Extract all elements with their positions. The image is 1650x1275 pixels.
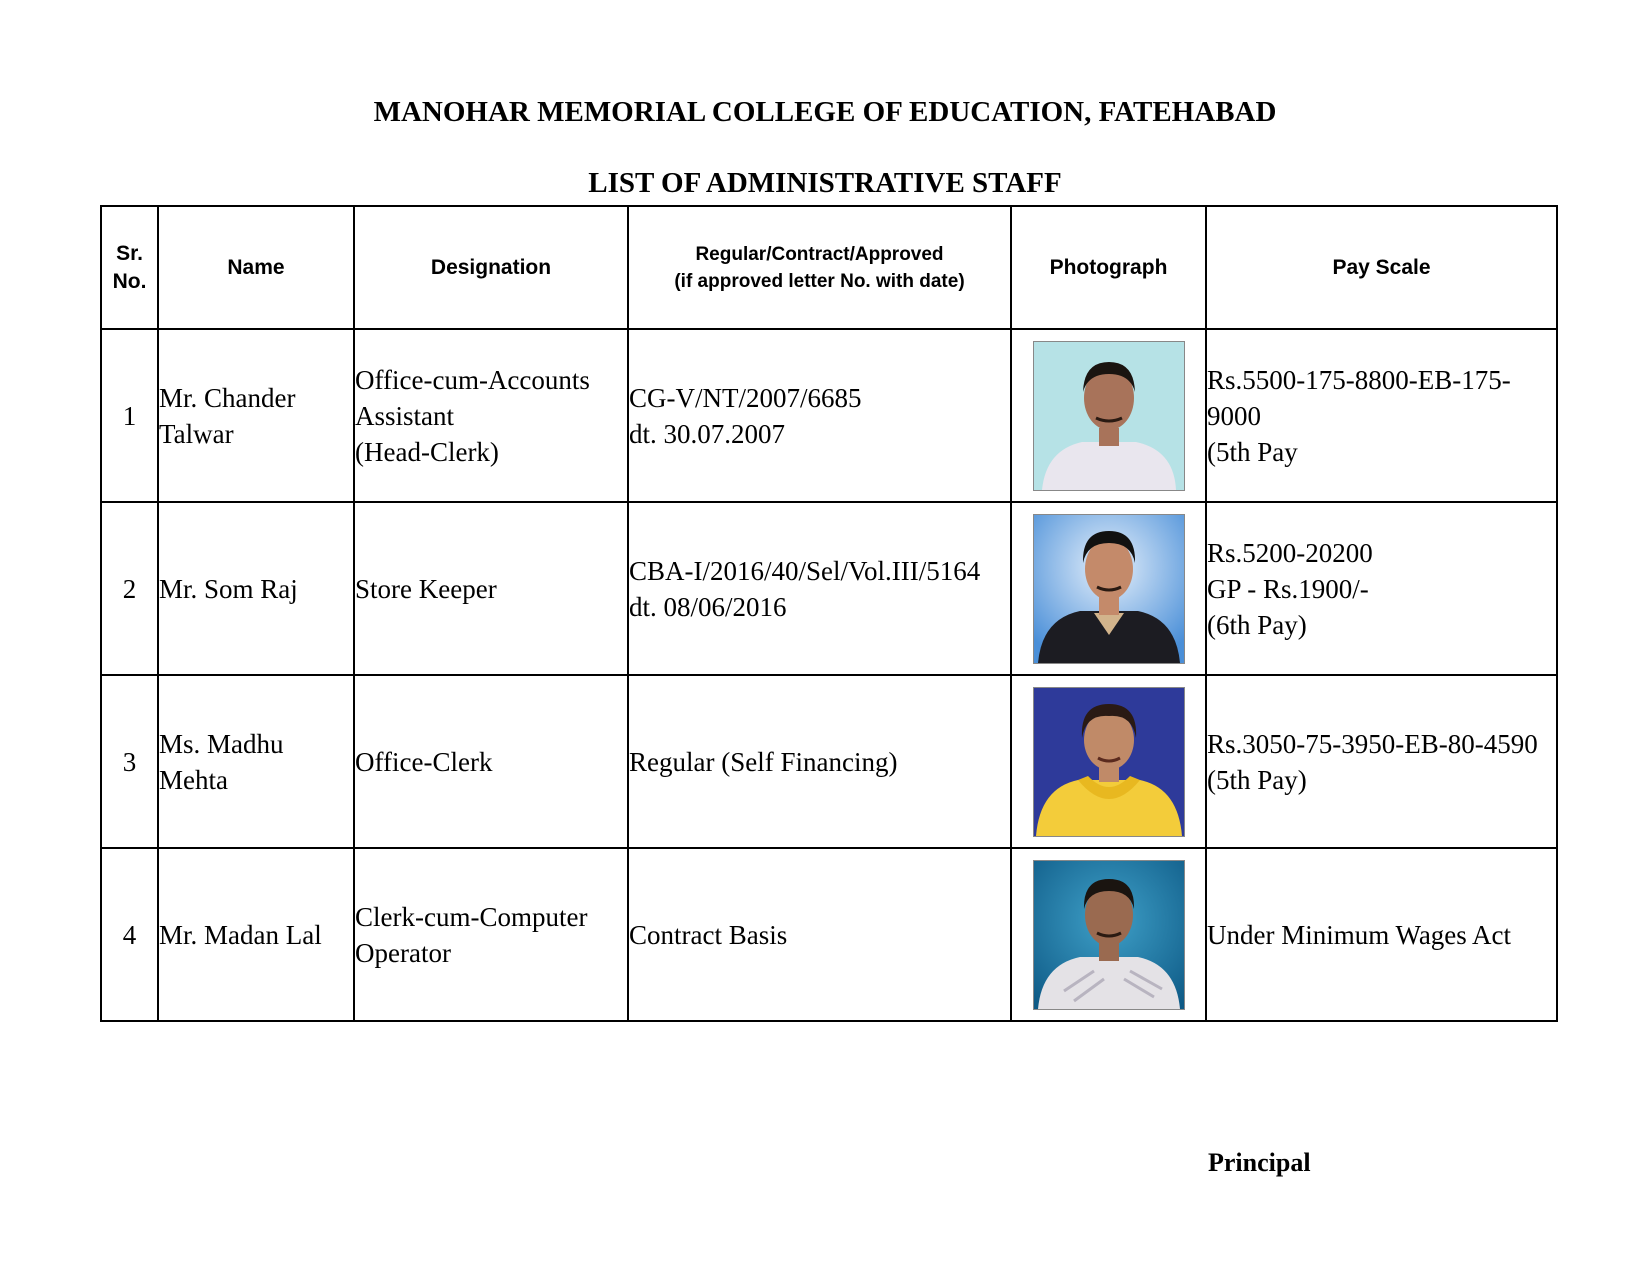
pay-scale-cell [1206, 502, 1557, 675]
designation-line: Office-Clerk [355, 746, 493, 777]
regular-cell [628, 502, 1011, 675]
regular-line: dt. 08/06/2016 [629, 591, 787, 622]
name-cell [158, 502, 354, 675]
pay-scale-header: Pay Scale [1206, 206, 1557, 329]
college-title: MANOHAR MEMORIAL COLLEGE OF EDUCATION, FATEHABAD [373, 96, 1277, 128]
regular-header-line1: Regular/Contract/Approved [695, 243, 944, 265]
staff-photo [1033, 341, 1185, 491]
name-cell [158, 848, 354, 1021]
staff-photo [1033, 514, 1185, 664]
pay-line: (6th Pay) [1207, 609, 1307, 640]
principal-signature-label: Principal [1208, 1148, 1311, 1177]
photograph-header: Photograph [1011, 206, 1206, 329]
designation-line: Operator [355, 937, 451, 968]
pay-line: Rs.5500-175-8800-EB-175-9000 [1207, 364, 1511, 431]
name-cell [158, 675, 354, 848]
name-line: Mr. Som Raj [159, 573, 298, 604]
name-line: Mr. Madan Lal [159, 919, 322, 950]
pay-line: Rs.5200-20200 [1207, 537, 1373, 568]
staff-photo [1033, 860, 1185, 1010]
name-line: Mr. Chander [159, 382, 296, 413]
photograph-cell [1011, 502, 1206, 675]
designation-cell [354, 675, 628, 848]
regular-cell [628, 329, 1011, 502]
staff-table [100, 205, 1558, 1022]
designation-cell [354, 502, 628, 675]
designation-header: Designation [354, 206, 628, 329]
regular-line: Contract Basis [629, 919, 788, 950]
table-header-row [101, 206, 1557, 329]
table-row [101, 848, 1557, 1021]
sr-header-line: Sr. [116, 241, 143, 265]
regular-header-line2: (if approved letter No. with date) [674, 270, 965, 292]
sr-cell: 1 [101, 329, 158, 502]
regular-cell [628, 848, 1011, 1021]
designation-line: (Head-Clerk) [355, 436, 499, 467]
sr-cell: 3 [101, 675, 158, 848]
designation-line: Clerk-cum-Computer [355, 901, 588, 932]
photograph-cell [1011, 675, 1206, 848]
regular-line: Regular (Self Financing) [629, 746, 898, 777]
table-row [101, 329, 1557, 502]
photograph-cell [1011, 848, 1206, 1021]
designation-line: Assistant [355, 400, 455, 431]
designation-cell [354, 329, 628, 502]
designation-cell [354, 848, 628, 1021]
no-header-line: No. [112, 269, 147, 293]
pay-scale-cell [1206, 848, 1557, 1021]
regular-line: dt. 30.07.2007 [629, 418, 786, 449]
photograph-cell [1011, 329, 1206, 502]
pay-line: Under Minimum Wages Act [1207, 919, 1512, 950]
name-line: Mehta [159, 764, 228, 795]
pay-line: (5th Pay) [1207, 764, 1307, 795]
regular-cell [628, 675, 1011, 848]
table-row [101, 502, 1557, 675]
pay-line: GP - Rs.1900/- [1207, 573, 1369, 604]
list-title: LIST OF ADMINISTRATIVE STAFF [588, 167, 1062, 199]
name-header: Name [158, 206, 354, 329]
regular-contract-header [628, 206, 1011, 329]
designation-line: Store Keeper [355, 573, 497, 604]
pay-scale-cell [1206, 329, 1557, 502]
name-line: Talwar [159, 418, 234, 449]
sr-cell: 4 [101, 848, 158, 1021]
designation-line: Office-cum-Accounts [355, 364, 590, 395]
pay-line: Rs.3050-75-3950-EB-80-4590 [1207, 728, 1538, 759]
table-row [101, 675, 1557, 848]
regular-line: CG-V/NT/2007/6685 [629, 382, 862, 413]
regular-line: CBA-I/2016/40/Sel/Vol.III/5164 [629, 555, 981, 586]
staff-photo [1033, 687, 1185, 837]
name-cell [158, 329, 354, 502]
sr-cell: 2 [101, 502, 158, 675]
pay-scale-cell [1206, 675, 1557, 848]
pay-line: (5th Pay [1207, 436, 1298, 467]
name-line: Ms. Madhu [159, 728, 284, 759]
sr-no-header [101, 206, 158, 329]
